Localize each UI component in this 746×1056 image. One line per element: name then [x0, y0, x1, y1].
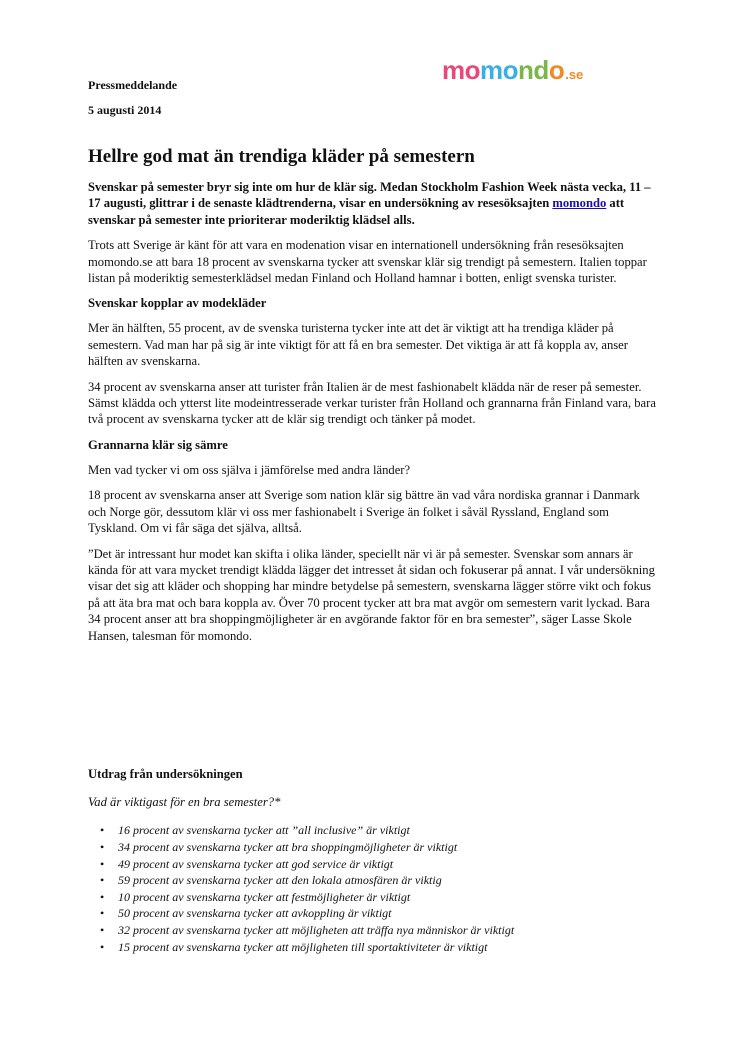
paragraph-3: 34 procent av svenskarna anser att turister från Italien är de mest fashionabelt klädda när de reser på semester. Sämst klädda och ytterst lite modeintresserade verkar turister från Holland och grannarna från Finland vara, bara två procent av svenskarna tycker att de klär sig trendigt och tänker på modet. — [88, 379, 656, 427]
logo-letter: m — [442, 55, 465, 85]
doc-type-label: Pressmeddelande — [88, 78, 178, 92]
survey-extract — [88, 766, 658, 955]
logo-letter: m — [480, 55, 503, 85]
extract-question: Vad är viktigast för en bra semester?* — [88, 795, 281, 809]
momondo-link[interactable]: momondo — [552, 196, 607, 211]
list-item: • 10 procent av svenskarna tycker att festmöjligheter är viktigt — [118, 889, 658, 906]
paragraph-1: Trots att Sverige är känt för att vara en modenation visar en internationell undersökning från resesöksajten momondo.se att bara 18 procent av svenskarna tycker att svenskar klär sig trendigt på semestern. Italien toppar listan på moderiktig semesterklädsel medan Finland och Holland hamnar i botten, enligt svenska turister. — [88, 238, 647, 286]
logo-letter: n — [518, 55, 534, 85]
list-item: • 34 procent av svenskarna tycker att bra shoppingmöjligheter är viktigt — [118, 839, 658, 856]
list-item: • 50 procent av svenskarna tycker att avkoppling är viktigt — [118, 905, 658, 922]
list-item: • 15 procent av svenskarna tycker att möjligheten till sportaktiviteter är viktigt — [118, 939, 658, 956]
logo-tld: .se — [565, 67, 584, 82]
list-item: • 32 procent av svenskarna tycker att möjligheten att träffa nya människor är viktigt — [118, 922, 658, 939]
paragraph-4: Men vad tycker vi om oss själva i jämförelse med andra länder? — [88, 462, 411, 477]
logo-letter: o — [548, 55, 565, 85]
list-item: • 49 procent av svenskarna tycker att god service är viktigt — [118, 856, 658, 873]
results-list — [88, 822, 658, 955]
lead-text-start: Svenskar på semester bryr sig inte om hur de klär sig. Medan Stockholm Fashion Week nästa vecka, 11 – 17 augusti, glittrar i de senaste klädtrenderna, visar en undersökning av resesöksajten — [88, 180, 651, 211]
quote-paragraph: ”Det är intressant hur modet kan skifta i olika länder, speciellt när vi är på semester. Svenskar som annars är kända för att vara mycket trendigt klädda lägger det intresset åt sidan och fokuserar på annat. I vår undersökning visar det sig att kläder och shopping har mindre betydelse på semestern, svenskarna lägger större vikt och fokus på att äta bra mat och bara koppla av. Över 70 procent tycker att bra mat avgör om semestern varit lyckad. Bara 34 procent anser att bra shoppingmöjligheter är en avgörande faktor för en bra semester”, säger Lasse Skole Hansen, talesman för momondo. — [88, 546, 655, 643]
doc-date: 5 augusti 2014 — [88, 103, 162, 117]
paragraph-2: Mer än hälften, 55 procent, av de svenska turisterna tycker inte att det är viktigt att ha trendiga kläder på semestern. Vad man har på sig är inte viktigt för att få en bra semester. Det viktiga är att få koppla av, anser hälften av svenskarna. — [88, 321, 628, 369]
lead-paragraph — [88, 179, 658, 228]
article-body — [88, 145, 658, 653]
momondo-logo — [442, 56, 583, 84]
list-item: • 16 procent av svenskarna tycker att ”all inclusive” är viktigt — [118, 822, 658, 839]
logo-word — [442, 55, 564, 85]
logo-letter: o — [464, 55, 481, 85]
extract-heading: Utdrag från undersökningen — [88, 767, 243, 781]
logo-letter: d — [533, 55, 549, 85]
section-heading-1: Svenskar kopplar av modekläder — [88, 296, 267, 311]
logo-letter: o — [502, 55, 519, 85]
section-heading-2: Grannarna klär sig sämre — [88, 437, 228, 452]
list-item: • 59 procent av svenskarna tycker att den lokala atmosfären är viktig — [118, 872, 658, 889]
article-title: Hellre god mat än trendiga kläder på semestern — [88, 146, 475, 167]
paragraph-5: 18 procent av svenskarna anser att Sverige som nation klär sig bättre än vad våra nordiska grannar i Danmark och Norge gör, dessutom klär vi oss mer fashionabelt i Sverige än folket i såväl Ryssland, England som Tyskland. Om vi får säga det själva, alltså. — [88, 488, 640, 536]
lead-text-end: att svenskar på semester inte prioriterar moderiktig klädsel alls. — [88, 196, 625, 227]
